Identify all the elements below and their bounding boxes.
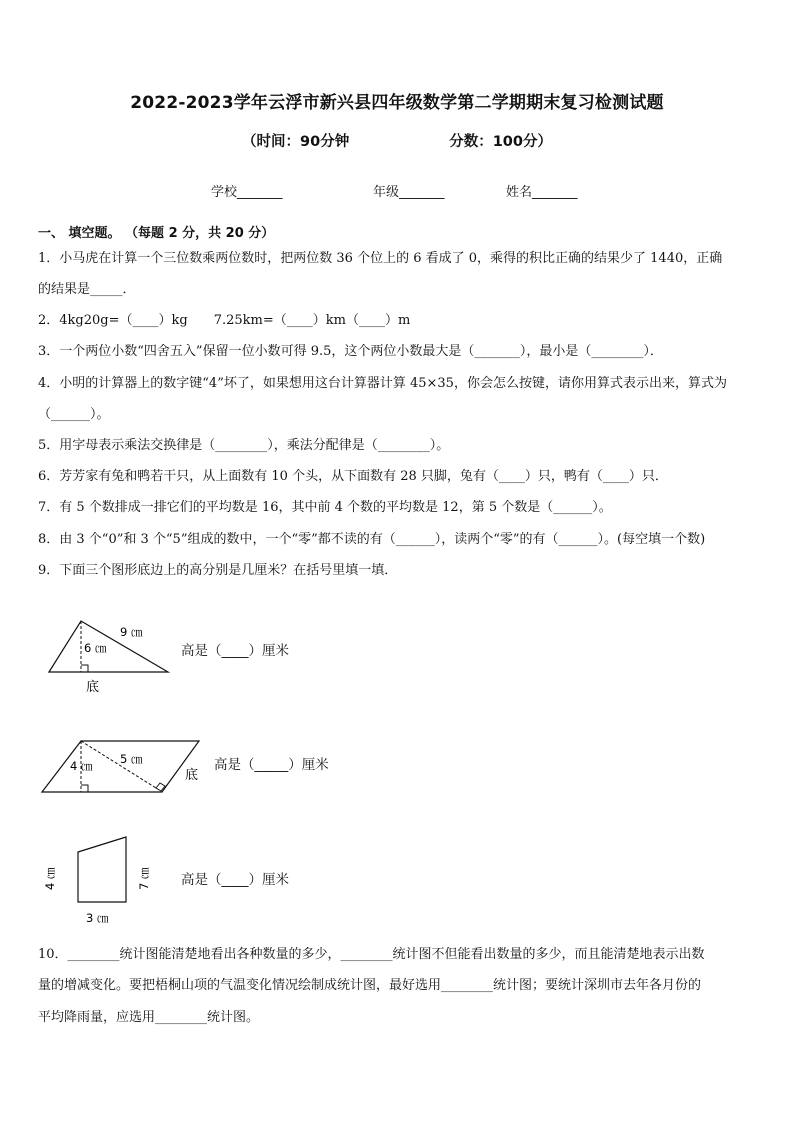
trapezoid-right-label: 7 ㎝	[137, 867, 151, 890]
question-1-line-2: 的结果是_____．	[38, 282, 136, 297]
trapezoid-answer[interactable]: 高是（____）厘米	[181, 872, 289, 888]
triangle-answer[interactable]: 高是（____）厘米	[181, 643, 289, 659]
page-title: 2022-2023学年云浮市新兴县四年级数学第二学期期末复习检测试题	[130, 93, 664, 113]
parallelogram-answer[interactable]: 高是（_____）厘米	[214, 757, 329, 773]
question-8: 8．由 3 个“0”和 3 个“5”组成的数中，一个“零”都不读的有（______），读两个“零”的有（______）。(每空填一个数)	[38, 532, 706, 547]
school-field[interactable]: 学校_______	[211, 185, 283, 200]
question-4-line-1: 4．小明的计算器上的数字键“4”坏了，如果想用这台计算器计算 45×35，你会怎么按键，请你用算式表示出来，算式为	[38, 376, 727, 391]
parallelogram-base-label: 底	[185, 768, 199, 783]
name-field[interactable]: 姓名_______	[506, 185, 578, 200]
exam-time: （时间：90分钟	[242, 134, 350, 150]
exam-score: 分数：100分）	[449, 134, 552, 150]
trapezoid-left-label: 4 ㎝	[43, 867, 57, 890]
question-6: 6．芳芳家有兔和鸭若干只，从上面数有 10 个头，从下面数有 28 只脚，兔有（____）只，鸭有（____）只．	[38, 469, 668, 484]
triangle-base-label: 底	[86, 680, 100, 695]
question-9: 9．下面三个图形底边上的高分别是几厘米？在括号里填一填．	[38, 563, 398, 578]
question-2: 2．4kg20g=（____）kg 7.25km=（____）km（____）m	[38, 313, 411, 328]
question-1-line-1: 1．小马虎在计算一个三位数乘两位数时，把两位数 36 个位上的 6 看成了 0，乘得的积比正确的结果少了 1440，正确	[38, 251, 723, 266]
question-10-line-2: 量的增减变化。要把梧桐山项的气温变化情况绘制成统计图，最好选用________统计图；要统计深圳市去年各月份的	[38, 978, 702, 993]
question-3: 3．一个两位小数“四舍五入”保留一位小数可得 9.5，这个两位小数最大是（_______），最小是（________）．	[38, 344, 663, 359]
parallelogram-side-label: 5 ㎝	[120, 752, 143, 766]
parallelogram-figure	[36, 735, 211, 800]
trapezoid-bottom-label: 3 ㎝	[86, 911, 109, 925]
triangle-figure	[40, 612, 180, 697]
triangle-side-label: 9 ㎝	[120, 625, 143, 639]
grade-field[interactable]: 年级_______	[373, 185, 445, 200]
exam-meta	[0, 130, 794, 151]
triangle-height-label: 6 ㎝	[84, 641, 107, 655]
parallelogram-height-label: 4 ㎝	[70, 759, 93, 773]
question-5: 5．用字母表示乘法交换律是（________），乘法分配律是（________）。	[38, 438, 450, 453]
trapezoid-figure	[38, 832, 158, 927]
question-10-line-3: 平均降雨量，应选用________统计图。	[38, 1010, 260, 1025]
section-header: 一、 填空题。 （每题 2 分，共 20 分）	[38, 226, 275, 241]
question-10-line-1: 10．________统计图能清楚地看出各种数量的多少，________统计图不但能看出数量的多少，而且能清楚地表示出数	[38, 947, 705, 962]
question-4-line-2: （______）。	[38, 407, 110, 422]
question-7: 7．有 5 个数排成一排它们的平均数是 16，其中前 4 个数的平均数是 12，第 5 个数是（______）。	[38, 500, 612, 515]
